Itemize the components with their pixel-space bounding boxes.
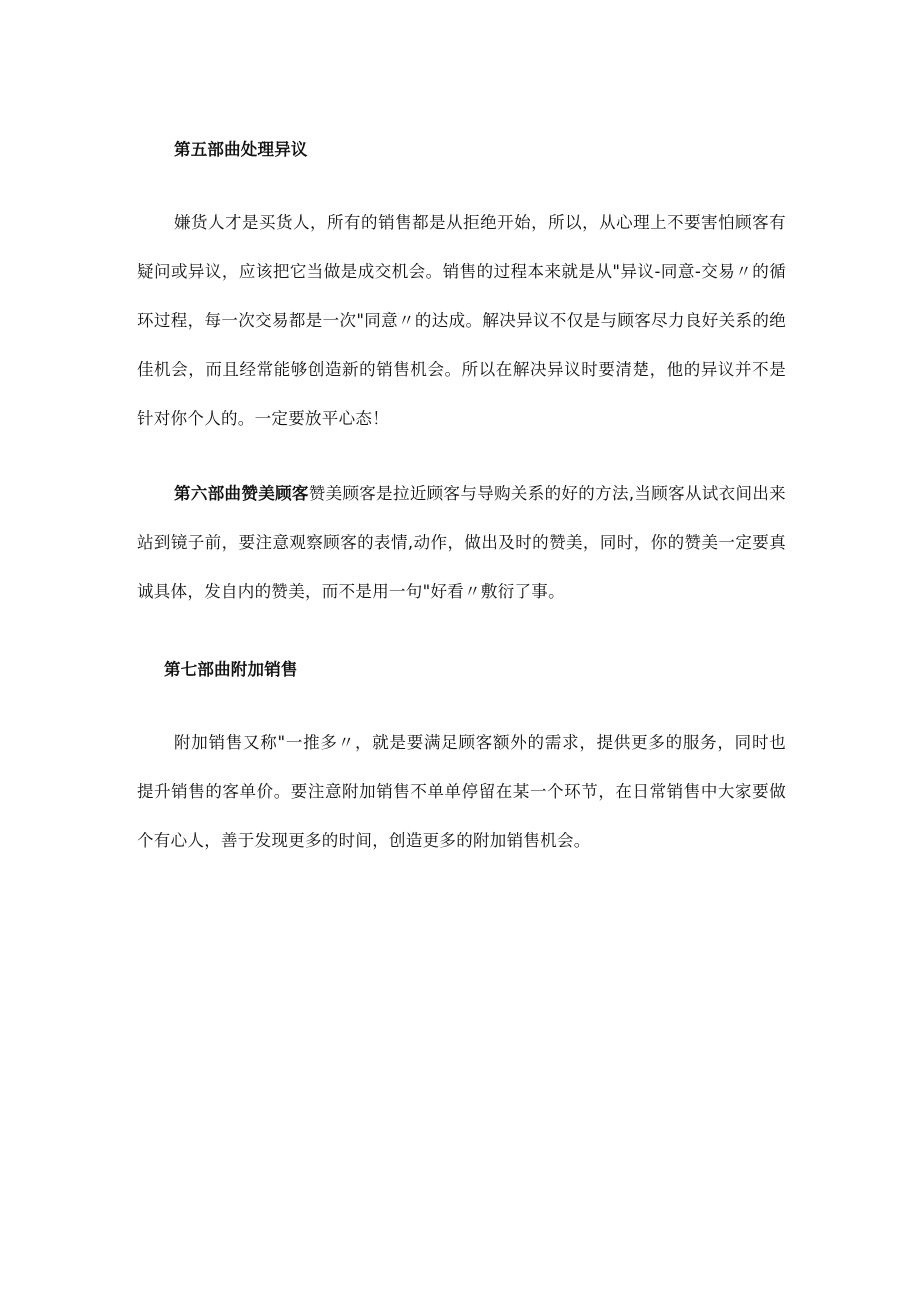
section-6-heading: 第六部曲赞美顾客 bbox=[174, 484, 309, 503]
section-6-body: 赞美顾客是拉近顾客与导购关系的好的方法,当顾客从试衣间出来站到镜子前，要注意观察顾客的表情,动作，做出及时的赞美，同时，你的赞美一定要真诚具体，发自内的赞美，而不是用一句"好看〃敷衍了事。 bbox=[137, 484, 786, 601]
section-5-paragraph: 嫌货人才是买货人，所有的销售都是从拒绝开始，所以，从心理上不要害怕顾客有疑问或异议，应该把它当做是成交机会。销售的过程本来就是从"异议-同意-交易〃的循环过程，每一次交易都是一次"同意〃的达成。解决异议不仅是与顾客尽力良好关系的绝佳机会，而且经常能够创造新的销售机会。所以在解决异议时要清楚，他的异议并不是针对你个人的。一定要放平心态！ bbox=[137, 213, 786, 428]
section-7-paragraph: 附加销售又称"一推多〃，就是要满足顾客额外的需求，提供更多的服务，同时也提升销售的客单价。要注意附加销售不单单停留在某一个环节，在日常销售中大家要做个有心人，善于发现更多的时间，创造更多的附加销售机会。 bbox=[137, 733, 786, 850]
section-6-paragraph bbox=[137, 469, 786, 616]
section-7-heading: 第七部曲附加销售 bbox=[164, 660, 298, 679]
section-5-heading: 第五部曲处理异议 bbox=[174, 140, 308, 159]
